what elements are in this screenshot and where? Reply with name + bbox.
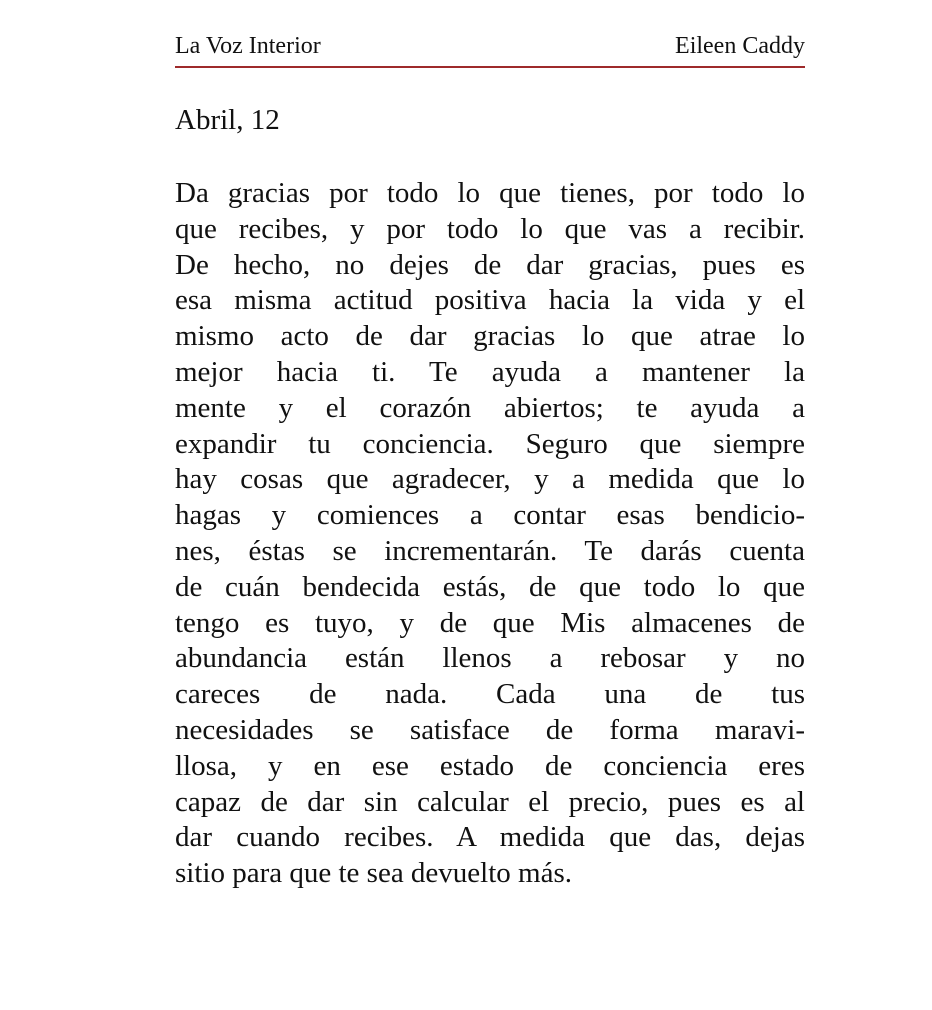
- author-name: Eileen Caddy: [675, 33, 805, 59]
- text-line: hay cosas que agradecer, y a medida que lo: [175, 463, 805, 496]
- book-title: La Voz Interior: [175, 33, 321, 59]
- text-line: de cuán bendecida estás, de que todo lo que: [175, 570, 805, 603]
- text-line: careces de nada. Cada una de tus: [175, 678, 805, 711]
- entry-date: Abril, 12: [175, 104, 280, 136]
- text-line: tengo es tuyo, y de que Mis almacenes de: [175, 606, 805, 639]
- text-line: capaz de dar sin calcular el precio, pues es al: [175, 785, 805, 818]
- text-line: llosa, y en ese estado de conciencia eres: [175, 749, 805, 782]
- text-line: hagas y comiences a contar esas bendicio-: [175, 499, 805, 532]
- text-line: mejor hacia ti. Te ayuda a mantener la: [175, 355, 805, 388]
- text-line: esa misma actitud positiva hacia la vida y el: [175, 284, 805, 317]
- text-line: necesidades se satisface de forma maravi-: [175, 713, 805, 746]
- running-header: [175, 30, 805, 68]
- text-line: mismo acto de dar gracias lo que atrae lo: [175, 320, 805, 353]
- page: [175, 30, 805, 892]
- text-line: Da gracias por todo lo que tienes, por todo lo: [175, 177, 805, 209]
- text-line: abundancia están llenos a rebosar y no: [175, 642, 805, 675]
- text-line: sitio para que te sea devuelto más.: [175, 857, 573, 890]
- text-line: mente y el corazón abiertos; te ayuda a: [175, 391, 805, 424]
- text-line: expandir tu conciencia. Seguro que siempre: [175, 427, 805, 460]
- text-line: dar cuando recibes. A medida que das, dejas: [175, 821, 805, 854]
- text-line: De hecho, no dejes de dar gracias, pues es: [175, 248, 805, 281]
- text-line: nes, éstas se incrementarán. Te darás cuenta: [175, 534, 805, 567]
- text-line: que recibes, y por todo lo que vas a recibir.: [175, 212, 805, 245]
- entry-body: [175, 176, 805, 892]
